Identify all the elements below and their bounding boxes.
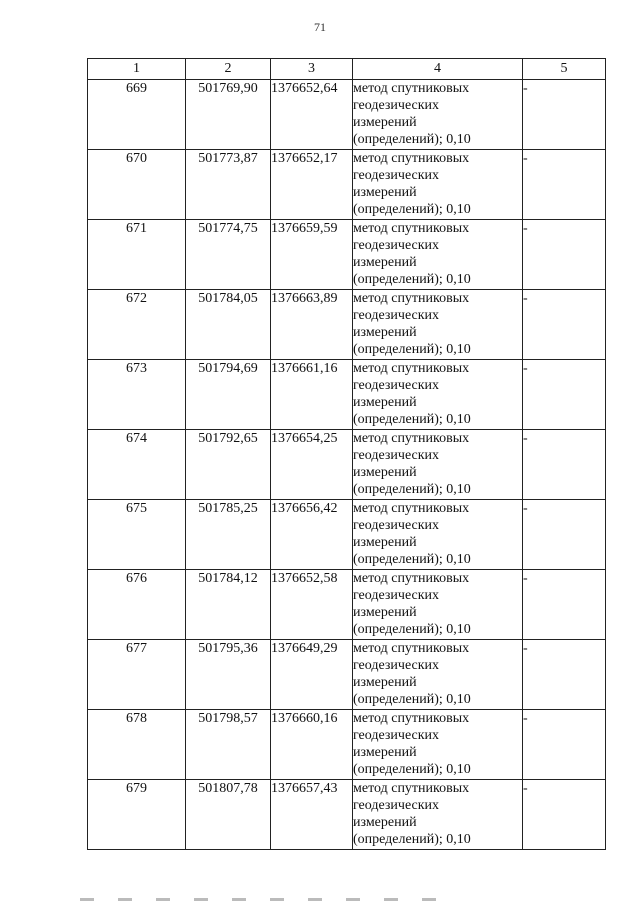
method-line: (определений); 0,10 bbox=[353, 622, 471, 637]
y-coordinate-cell: 1376659,59 bbox=[271, 220, 353, 290]
method-cell bbox=[353, 780, 523, 850]
column-header-3: 3 bbox=[271, 59, 353, 80]
method-line: измерений bbox=[353, 255, 417, 270]
method-line: метод спутниковых bbox=[353, 291, 470, 306]
x-coordinate-cell: 501784,12 bbox=[186, 570, 271, 640]
method-line: (определений); 0,10 bbox=[353, 272, 471, 287]
point-number-cell: 672 bbox=[88, 290, 186, 360]
footer-scan-artifact bbox=[80, 898, 460, 901]
x-coordinate-cell: 501794,69 bbox=[186, 360, 271, 430]
table-row bbox=[88, 220, 606, 290]
table-row bbox=[88, 290, 606, 360]
method-line: измерений bbox=[353, 115, 417, 130]
column-header-2: 2 bbox=[186, 59, 271, 80]
x-coordinate-cell: 501785,25 bbox=[186, 500, 271, 570]
method-line: геодезических bbox=[353, 518, 440, 533]
x-coordinate-cell: 501773,87 bbox=[186, 150, 271, 220]
method-line: (определений); 0,10 bbox=[353, 342, 471, 357]
table-body bbox=[88, 80, 606, 850]
method-line: (определений); 0,10 bbox=[353, 692, 471, 707]
table-row bbox=[88, 640, 606, 710]
table-header bbox=[88, 59, 606, 80]
method-line: метод спутниковых bbox=[353, 361, 470, 376]
method-line: измерений bbox=[353, 815, 417, 830]
table-row bbox=[88, 80, 606, 150]
method-line: метод спутниковых bbox=[353, 641, 470, 656]
y-coordinate-cell: 1376657,43 bbox=[271, 780, 353, 850]
method-cell bbox=[353, 640, 523, 710]
method-line: измерений bbox=[353, 465, 417, 480]
note-cell: - bbox=[523, 290, 606, 360]
point-number-cell: 677 bbox=[88, 640, 186, 710]
y-coordinate-cell: 1376656,42 bbox=[271, 500, 353, 570]
point-number-cell: 670 bbox=[88, 150, 186, 220]
point-number-cell: 678 bbox=[88, 710, 186, 780]
page-number: 71 bbox=[314, 20, 326, 34]
method-line: (определений); 0,10 bbox=[353, 482, 471, 497]
y-coordinate-cell: 1376649,29 bbox=[271, 640, 353, 710]
method-line: (определений); 0,10 bbox=[353, 762, 471, 777]
note-cell: - bbox=[523, 150, 606, 220]
point-number-cell: 676 bbox=[88, 570, 186, 640]
method-line: метод спутниковых bbox=[353, 781, 470, 796]
point-number-cell: 673 bbox=[88, 360, 186, 430]
method-line: измерений bbox=[353, 535, 417, 550]
method-line: геодезических bbox=[353, 588, 440, 603]
method-cell bbox=[353, 290, 523, 360]
point-number-cell: 671 bbox=[88, 220, 186, 290]
note-cell: - bbox=[523, 360, 606, 430]
x-coordinate-cell: 501807,78 bbox=[186, 780, 271, 850]
method-line: (определений); 0,10 bbox=[353, 412, 471, 427]
note-cell: - bbox=[523, 710, 606, 780]
method-cell bbox=[353, 80, 523, 150]
point-number-cell: 679 bbox=[88, 780, 186, 850]
method-cell bbox=[353, 430, 523, 500]
x-coordinate-cell: 501795,36 bbox=[186, 640, 271, 710]
x-coordinate-cell: 501784,05 bbox=[186, 290, 271, 360]
method-line: измерений bbox=[353, 185, 417, 200]
method-line: измерений bbox=[353, 395, 417, 410]
x-coordinate-cell: 501769,90 bbox=[186, 80, 271, 150]
method-line: метод спутниковых bbox=[353, 501, 470, 516]
method-line: (определений); 0,10 bbox=[353, 202, 471, 217]
method-line: геодезических bbox=[353, 238, 440, 253]
method-line: измерений bbox=[353, 745, 417, 760]
point-number-cell: 674 bbox=[88, 430, 186, 500]
table-row bbox=[88, 150, 606, 220]
note-cell: - bbox=[523, 780, 606, 850]
table-row bbox=[88, 780, 606, 850]
method-line: геодезических bbox=[353, 798, 440, 813]
x-coordinate-cell: 501798,57 bbox=[186, 710, 271, 780]
y-coordinate-cell: 1376652,64 bbox=[271, 80, 353, 150]
x-coordinate-cell: 501792,65 bbox=[186, 430, 271, 500]
method-line: метод спутниковых bbox=[353, 571, 470, 586]
method-line: геодезических bbox=[353, 98, 440, 113]
method-line: измерений bbox=[353, 325, 417, 340]
y-coordinate-cell: 1376660,16 bbox=[271, 710, 353, 780]
note-cell: - bbox=[523, 570, 606, 640]
method-line: (определений); 0,10 bbox=[353, 552, 471, 567]
method-line: геодезических bbox=[353, 658, 440, 673]
note-cell: - bbox=[523, 220, 606, 290]
table-row bbox=[88, 500, 606, 570]
column-header-1: 1 bbox=[88, 59, 186, 80]
y-coordinate-cell: 1376654,25 bbox=[271, 430, 353, 500]
method-line: геодезических bbox=[353, 308, 440, 323]
note-cell: - bbox=[523, 80, 606, 150]
method-line: геодезических bbox=[353, 168, 440, 183]
method-line: геодезических bbox=[353, 448, 440, 463]
point-number-cell: 669 bbox=[88, 80, 186, 150]
point-number-cell: 675 bbox=[88, 500, 186, 570]
y-coordinate-cell: 1376652,17 bbox=[271, 150, 353, 220]
note-cell: - bbox=[523, 500, 606, 570]
note-cell: - bbox=[523, 640, 606, 710]
y-coordinate-cell: 1376661,16 bbox=[271, 360, 353, 430]
method-line: метод спутниковых bbox=[353, 81, 470, 96]
y-coordinate-cell: 1376663,89 bbox=[271, 290, 353, 360]
method-line: (определений); 0,10 bbox=[353, 832, 471, 847]
table-row bbox=[88, 430, 606, 500]
column-header-5: 5 bbox=[523, 59, 606, 80]
method-line: измерений bbox=[353, 605, 417, 620]
table-row bbox=[88, 570, 606, 640]
table-row bbox=[88, 710, 606, 780]
x-coordinate-cell: 501774,75 bbox=[186, 220, 271, 290]
method-cell bbox=[353, 220, 523, 290]
method-cell bbox=[353, 500, 523, 570]
method-line: метод спутниковых bbox=[353, 221, 470, 236]
method-cell bbox=[353, 570, 523, 640]
method-line: (определений); 0,10 bbox=[353, 132, 471, 147]
method-line: метод спутниковых bbox=[353, 431, 470, 446]
method-line: геодезических bbox=[353, 728, 440, 743]
y-coordinate-cell: 1376652,58 bbox=[271, 570, 353, 640]
note-cell: - bbox=[523, 430, 606, 500]
method-cell bbox=[353, 710, 523, 780]
column-header-4: 4 bbox=[353, 59, 523, 80]
table-row bbox=[88, 360, 606, 430]
method-line: метод спутниковых bbox=[353, 151, 470, 166]
coordinates-table bbox=[87, 58, 606, 850]
method-line: геодезических bbox=[353, 378, 440, 393]
method-line: измерений bbox=[353, 675, 417, 690]
method-cell bbox=[353, 360, 523, 430]
method-line: метод спутниковых bbox=[353, 711, 470, 726]
header-row bbox=[88, 59, 606, 80]
method-cell bbox=[353, 150, 523, 220]
